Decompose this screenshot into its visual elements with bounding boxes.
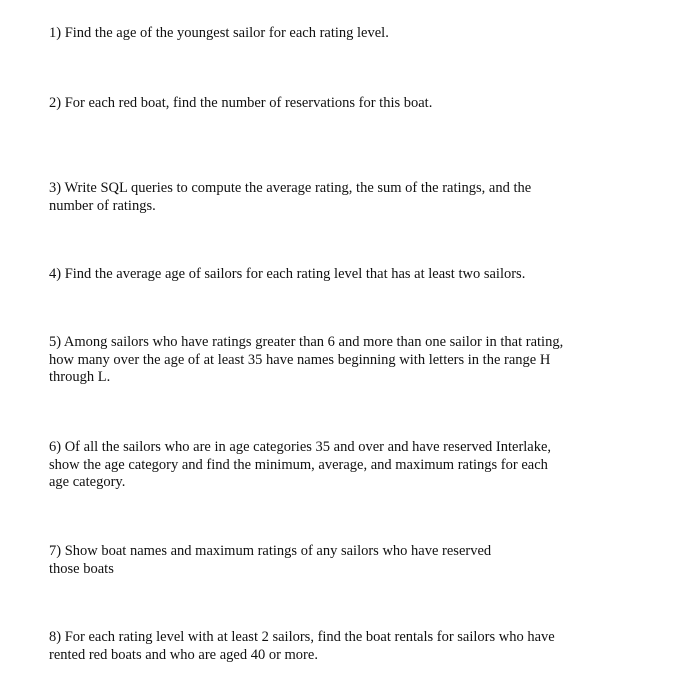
question-8: [49, 629, 609, 664]
question-8-line-2: rented red boats and who are aged 40 or more.: [49, 646, 318, 663]
question-2-line-1: 2) For each red boat, find the number of reservations for this boat.: [49, 95, 433, 111]
question-5-line-3: through L.: [49, 369, 111, 385]
question-5-line-2: how many over the age of at least 35 have names beginning with letters in the range H: [49, 351, 551, 368]
question-3: [49, 180, 609, 215]
question-6-line-3: age category.: [49, 474, 126, 490]
question-5-line-1: 5) Among sailors who have ratings greater than 6 and more than one sailor in that rating,: [49, 334, 564, 350]
question-3-line-2: number of ratings.: [49, 197, 156, 214]
question-5: [49, 334, 609, 387]
question-4: [49, 266, 609, 284]
question-7-line-2: those boats: [49, 560, 114, 577]
question-6-line-2: show the age category and find the minimum, average, and maximum ratings for each: [49, 456, 548, 473]
question-1-line-1: 1) Find the age of the youngest sailor for each rating level.: [49, 25, 389, 41]
question-3-line-1: 3) Write SQL queries to compute the average rating, the sum of the ratings, and the: [49, 180, 532, 196]
question-8-line-1: 8) For each rating level with at least 2 sailors, find the boat rentals for sailors who have: [49, 629, 555, 645]
question-6-line-1: 6) Of all the sailors who are in age categories 35 and over and have reserved Interlake,: [49, 439, 552, 455]
question-7-line-1: 7) Show boat names and maximum ratings of any sailors who have reserved: [49, 543, 492, 559]
question-6: [49, 439, 609, 492]
question-7: [49, 543, 609, 578]
question-2: [49, 95, 609, 113]
question-1: [49, 25, 609, 43]
question-4-line-1: 4) Find the average age of sailors for each rating level that has at least two sailors.: [49, 266, 526, 282]
